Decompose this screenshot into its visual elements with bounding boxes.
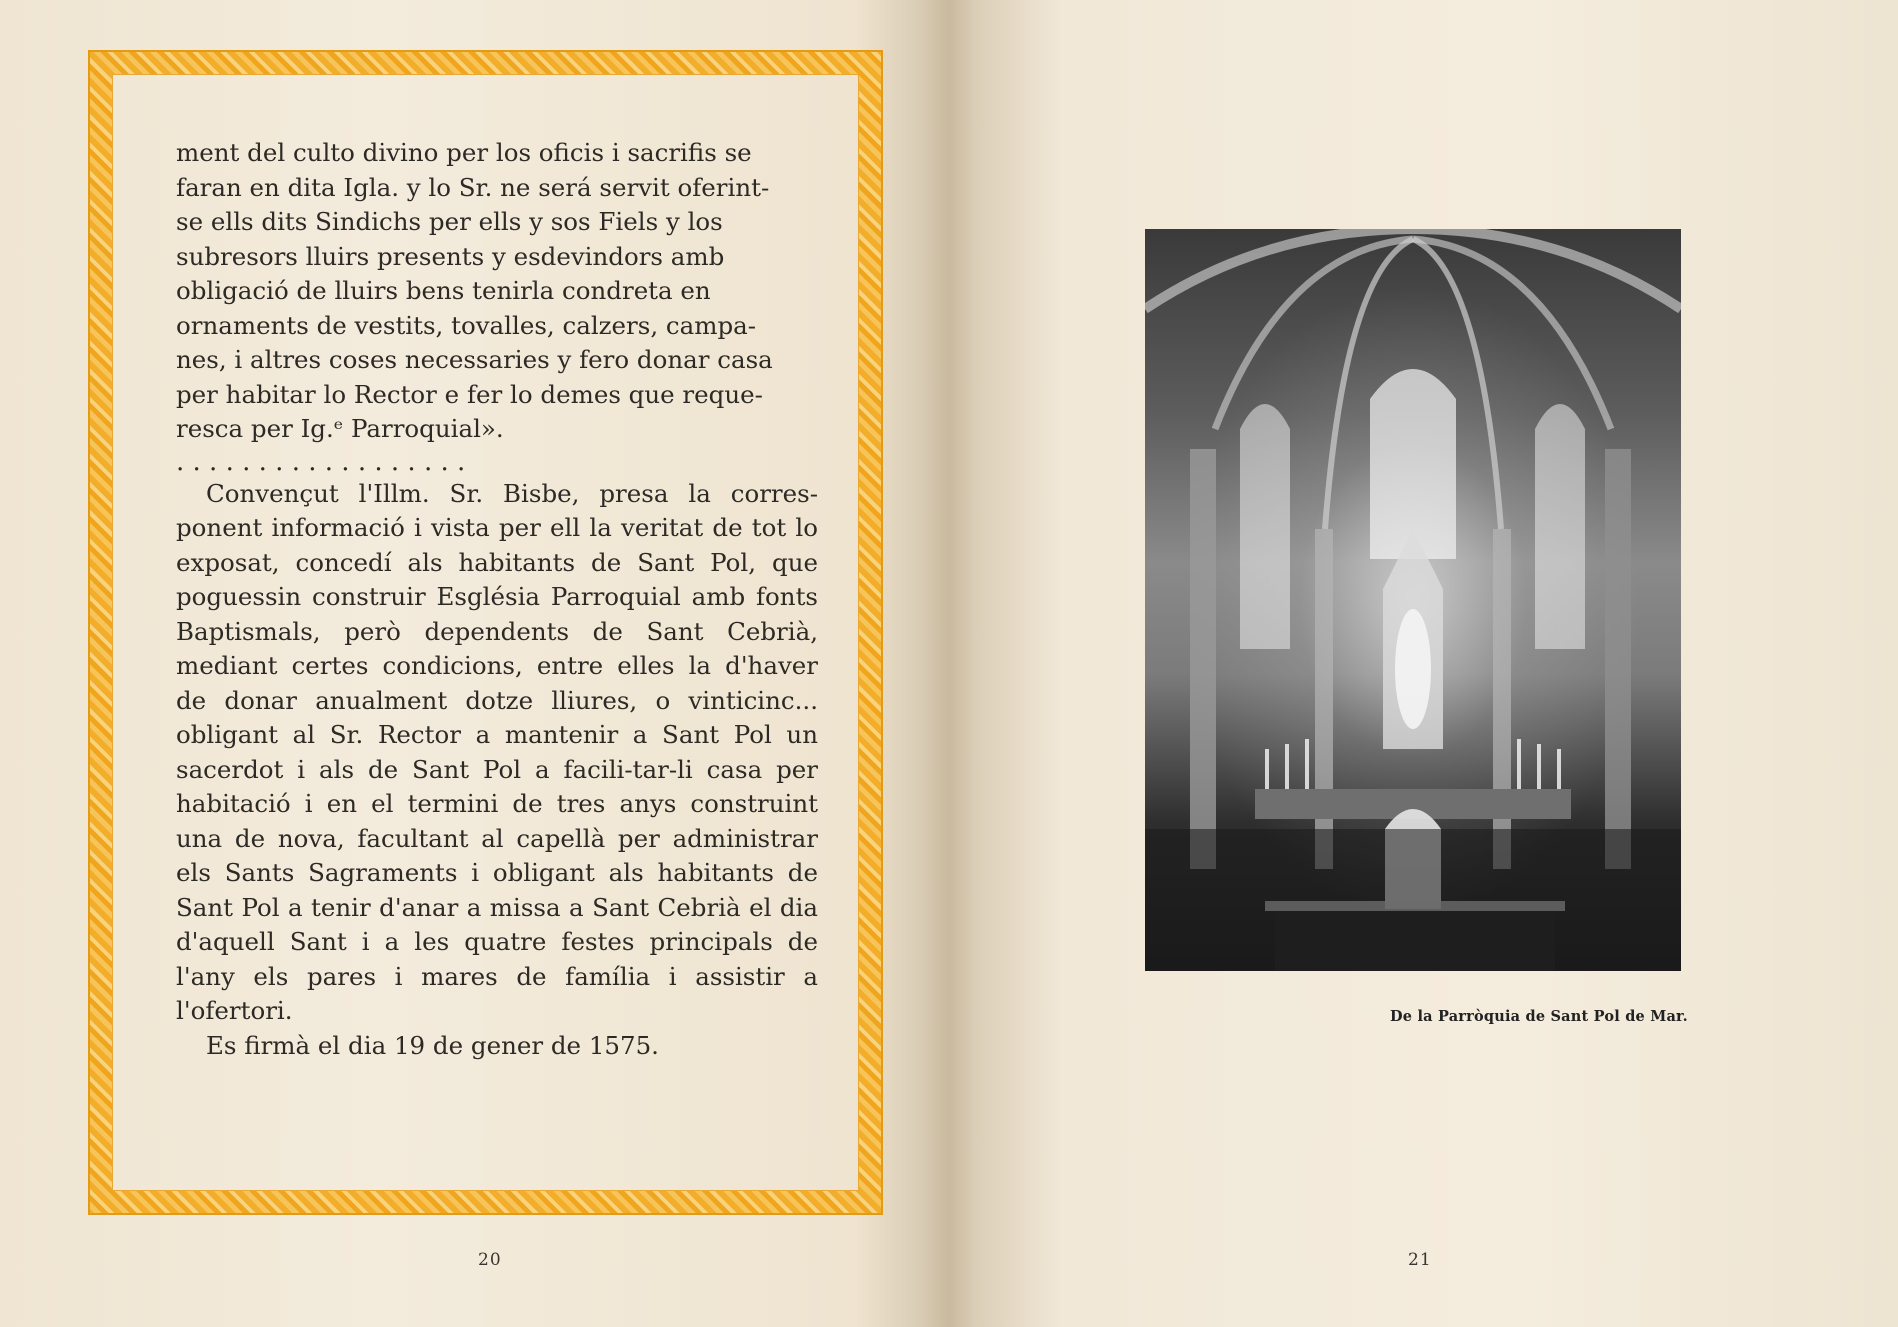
paragraph-signed: Es firmà el dia 19 de gener de 1575. — [206, 1030, 659, 1060]
text-line: nes, i altres coses necessaries y fero donar casa — [176, 345, 773, 374]
text-line: obligació de lluirs bens tenirla condreta en — [176, 276, 711, 305]
text-line: ment del culto divino per los oficis i sacrifis se — [176, 138, 752, 167]
page-number-left: 20 — [478, 1250, 502, 1270]
text-line: se ells dits Sindichs per ells y sos Fiels y los — [176, 207, 723, 236]
church-apse-photo — [1145, 229, 1681, 971]
left-page-text — [176, 136, 818, 1063]
text-line: faran en dita Igla. y lo Sr. ne será servit oferint- — [176, 172, 770, 202]
photo-drawing — [1145, 229, 1681, 971]
text-line: ornaments de vestits, tovalles, calzers, campa- — [176, 310, 757, 340]
text-line: resca per Ig.ᵉ Parroquial». — [176, 414, 504, 443]
text-line: per habitar lo Rector e fer lo demes que reque- — [176, 379, 763, 409]
ellipsis-dots: . . . . . . . . . . . . . . . . . . — [176, 446, 466, 477]
photo-caption: De la Parròquia de Sant Pol de Mar. — [1390, 1008, 1688, 1025]
paragraph-concession: Convençut l'Illm. Sr. Bisbe, presa la corres-ponent informació i vista per ell la veritat de tot lo exposat, concedí als habitants de Sant Pol, que poguessin construir Església Parroquial amb fonts Baptismals, però dependents de Sant Cebrià, mediant certes condicions, entre elles la d'haver de donar anualment dotze lliures, o vinticinc... obligant al Sr. Rector a mantenir a Sant Pol un sacerdot i als de Sant Pol a facili-tar-li casa per habitació i en el termini de tres anys construint una de nova, facultant al capellà per administrar els Sants Sagraments i obligant als habitants de Sant Pol a tenir d'anar a missa a Sant Cebrià el dia d'aquell Sant i a les quatre festes principals de l'any els pares i mares de família i assistir a l'ofertori. — [176, 478, 818, 1025]
page-number-right: 21 — [1408, 1250, 1432, 1270]
text-line: subresors lluirs presents y esdevindors amb — [176, 241, 725, 271]
